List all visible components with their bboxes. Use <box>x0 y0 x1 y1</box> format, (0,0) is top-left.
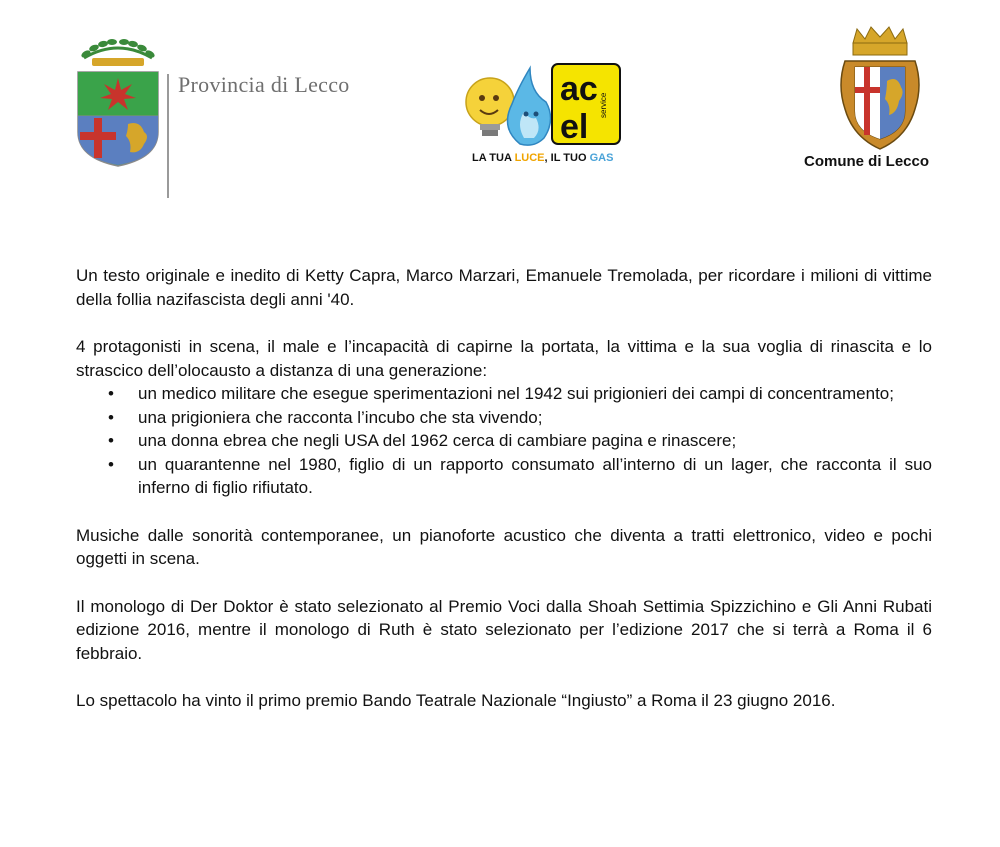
paragraph-music: Musiche dalle sonorità contemporanee, un pianoforte acustico che diventa a tratti elettronico, video e pochi oggetti in scena. <box>76 525 932 568</box>
list-item <box>76 453 932 500</box>
list-item-text: una donna ebrea che negli USA del 1962 cerca di cambiare pagina e rinascere; <box>138 431 737 450</box>
acel-tagline-luce: LUCE <box>514 152 545 164</box>
list-item <box>76 382 932 406</box>
divider-line <box>167 74 169 198</box>
paragraph-selection: Il monologo di Der Doktor è stato selezionato al Premio Voci dalla Shoah Settimia Spizzichino e Gli Anni Rubati edizione 2016, mentre il monologo di Ruth è stato selezionato per l’edizione 2017 che si terrà a Roma il 6 febbraio. <box>76 596 932 663</box>
paragraph-protagonists: 4 protagonisti in scena, il male e l’incapacità di capirne la portata, la vittima e la sua voglia di rinascita e lo strascico dell’olocausto a distanza di una generazione: <box>76 337 932 380</box>
bullet-icon: • <box>108 384 114 403</box>
comune-logo <box>800 25 960 185</box>
acel-tagline-part2: , IL TUO <box>544 152 590 164</box>
document-body <box>76 264 932 737</box>
acel-mascot-icon <box>460 58 635 150</box>
provincia-crest-icon <box>70 36 166 168</box>
provincia-name: Provincia di Lecco <box>178 72 350 97</box>
list-item-text: una prigioniera che racconta l’incubo che sta vivendo; <box>138 407 543 427</box>
protagonists-list <box>76 382 932 500</box>
comune-crest-icon <box>835 25 925 153</box>
acel-tagline-gas: GAS <box>589 152 614 164</box>
paragraph-award: Lo spettacolo ha vinto il primo premio Bando Teatrale Nazionale “Ingiusto” a Roma il 23 giugno 2016. <box>76 691 836 710</box>
bullet-icon: • <box>108 431 114 450</box>
acel-tagline-part1: LA TUA <box>472 152 515 164</box>
comune-name: Comune di Lecco <box>804 153 930 170</box>
list-item <box>76 429 932 453</box>
paragraph-intro: Un testo originale e inedito di Ketty Capra, Marco Marzari, Emanuele Tremolada, per ricordare i milioni di vittime della follia nazifascista degli anni '40. <box>76 266 932 309</box>
acel-wordmark-bottom: el <box>560 108 589 146</box>
bullet-icon: • <box>108 454 114 474</box>
bullet-icon: • <box>108 407 114 427</box>
acel-service-text: service <box>599 92 608 118</box>
list-item <box>76 406 932 430</box>
acel-logo <box>460 58 635 168</box>
list-item-text: un quarantenne nel 1980, figlio di un rapporto consumato all’interno di un lager, che racconta il suo inferno di figlio rifiutato. <box>138 454 932 497</box>
list-item-text: un medico militare che esegue sperimentazioni nel 1942 sui prigionieri dei campi di concentramento; <box>138 384 894 403</box>
acel-wordmark-top: ac <box>560 70 598 108</box>
acel-tagline <box>472 152 613 164</box>
letterhead <box>0 0 1000 200</box>
